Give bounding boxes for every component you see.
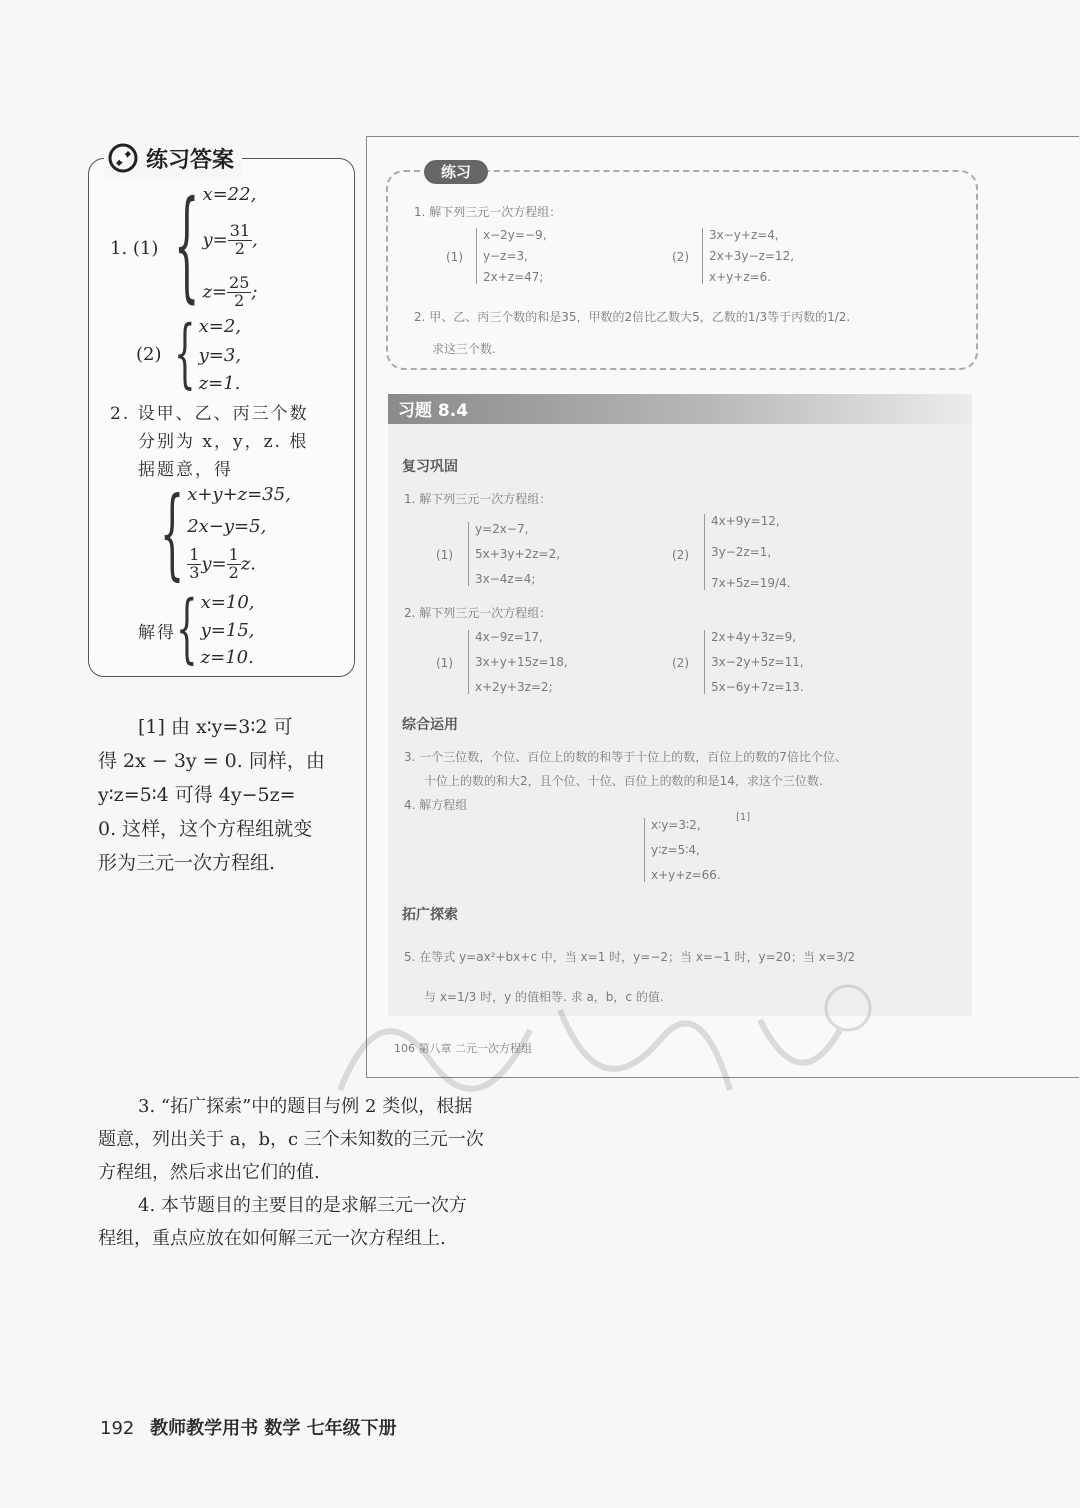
equation: y= $\frac{31}{2}$ , [202,220,258,258]
equation: 2x+z=47; [483,270,544,284]
mini-system [468,522,560,586]
mini-system [702,228,794,284]
page-number: 192 [100,1418,135,1439]
brace: { [174,311,196,399]
footnote [98,710,325,880]
equation: 3y−2z=1, [711,545,772,559]
q2-system [160,475,291,591]
exercise-item-cont: 十位上的数的和大2，且个位、十位、百位上的数的和是14，求这个三位数. [424,774,823,788]
equation: x+y+z=66. [651,868,721,882]
equation: $\frac{1}{3}$ y= $\frac{1}{2}$ z. [189,545,257,583]
equation: 5x−6y+7z=13. [711,680,804,694]
exercise-item: 4. 解方程组 [404,798,468,812]
answer-header [104,138,242,178]
equation: 2x−y=5, [187,515,267,537]
footnote-ref: [1] [736,812,751,823]
equation: x+y+z=6. [709,270,772,284]
section-heading: 拓广探索 [402,907,458,923]
brace: { [160,475,185,591]
equation: 5x+3y+2z=2, [475,547,561,561]
label: (1) [436,656,453,670]
brace: { [176,586,198,674]
textbook-page-footer: 106 第八章 二元一次方程组 [394,1042,532,1055]
equation: y−z=3, [483,249,528,263]
footnote-line: 0. 这样，这个方程组就变 [98,818,313,840]
text-line: 方程组，然后求出它们的值. [98,1162,320,1183]
equation: 7x+5z=19/4. [711,576,791,590]
label: (2) [672,656,689,670]
footnote-line: 得 2x − 3y = 0. 同样，由 [98,750,325,772]
book-title: 教师教学用书 数学 七年级下册 [150,1418,397,1439]
mini-system [704,514,791,590]
exercise-panel [388,394,972,1016]
section-heading: 综合运用 [402,717,458,733]
footnote-line: 形为三元一次方程组. [98,852,276,874]
equation: z=10. [200,647,254,668]
exercise-item: 2. 解下列三元一次方程组： [404,606,552,620]
equation: 4x+9y=12, [711,514,780,528]
section-heading: 复习巩固 [402,459,458,475]
mini-system [704,630,804,694]
exercise-item-cont: 与 x=1/3 时，y 的值相等. 求 a，b，c 的值. [424,990,664,1004]
answer-title: 练习答案 [146,147,235,173]
equation: x∶y=3∶2, [651,818,701,832]
text-line: 程组，重点应放在如何解三元一次方程组上. [98,1228,446,1249]
mini-system [476,228,546,284]
mini-system [644,818,721,882]
equation: z= $\frac{25}{2}$ ; [202,273,258,311]
label: (2) [672,548,689,562]
text-line: 3. “拓广探索”中的题目与例 2 类似，根据 [138,1096,473,1117]
equation: x+2y+3z=2; [475,680,553,694]
exercise-item: 5. 在等式 y=ax²+bx+c 中，当 x=1 时，y=−2；当 x=−1 时，y=20；当 x=3/2 [404,950,856,964]
equation: z=1. [198,373,241,394]
text-line: 题意，列出关于 a，b，c 三个未知数的三元一次 [98,1129,484,1150]
q2-solution [176,586,255,674]
practice-q2: 2. 甲、乙、丙三个数的和是35，甲数的2倍比乙数大5，乙数的1/3等于丙数的1/2. [414,310,851,324]
text-line: 4. 本节题目的主要目的是求解三元一次方 [138,1195,467,1216]
practice-tag: 练习 [424,160,488,184]
exercise-header [388,394,972,424]
q1-label: 1. (1) [110,238,159,259]
footnote-line: [1] 由 x∶y=3∶2 可 [138,716,293,738]
body-paragraph-3 [98,1090,484,1189]
equation: 3x−4z=4; [475,572,536,586]
q1b-system [174,311,242,399]
mini-system [468,630,568,694]
pencil-swirl-icon [106,141,140,175]
equation: y=3, [198,344,242,366]
equation: 2x+4y+3z=9, [711,630,797,644]
equation: x=22, [202,184,257,205]
equation: y∶z=5∶4, [651,843,700,857]
body-paragraph-4 [98,1189,467,1255]
text-line: 据题意，得 [138,460,233,480]
q1a-system [174,178,258,316]
page-footer [100,1414,397,1440]
equation: x−2y=−9, [483,228,547,242]
q1b-label: (2) [136,344,162,365]
q2-text [110,400,309,484]
equation: y=15, [200,619,255,641]
label: (1) [436,548,453,562]
equation: y=2x−7, [475,522,529,536]
equation: 3x−2y+5z=11, [711,655,804,669]
equation: x+y+z=35, [187,484,291,505]
exercise-title: 习题 8.4 [398,401,469,421]
exercise-item: 3. 一个三位数，个位、百位上的数的和等于十位上的数，百位上的数的7倍比个位、 [404,750,847,764]
equation: 3x+y+15z=18, [475,655,568,669]
footnote-line: y∶z=5∶4 可得 4y−5z= [98,784,296,806]
text-line: 分别为 x，y，z. 根 [138,432,309,452]
brace: { [174,178,200,316]
exercise-item: 1. 解下列三元一次方程组： [404,492,552,506]
practice-q2-cont: 求这三个数. [432,342,496,356]
equation: 2x+3y−z=12, [709,249,795,263]
equation: x=2, [198,316,242,337]
label: (1) [446,250,463,264]
equation: 3x−y+z=4, [709,228,779,242]
label: (2) [672,250,689,264]
text-line: 2. 设甲、乙、丙三个数 [110,404,309,424]
equation: x=10, [200,592,255,613]
practice-q1: 1. 解下列三元一次方程组： [414,205,562,219]
solve-label: 解得 [138,623,176,643]
equation: 4x−9z=17, [475,630,543,644]
